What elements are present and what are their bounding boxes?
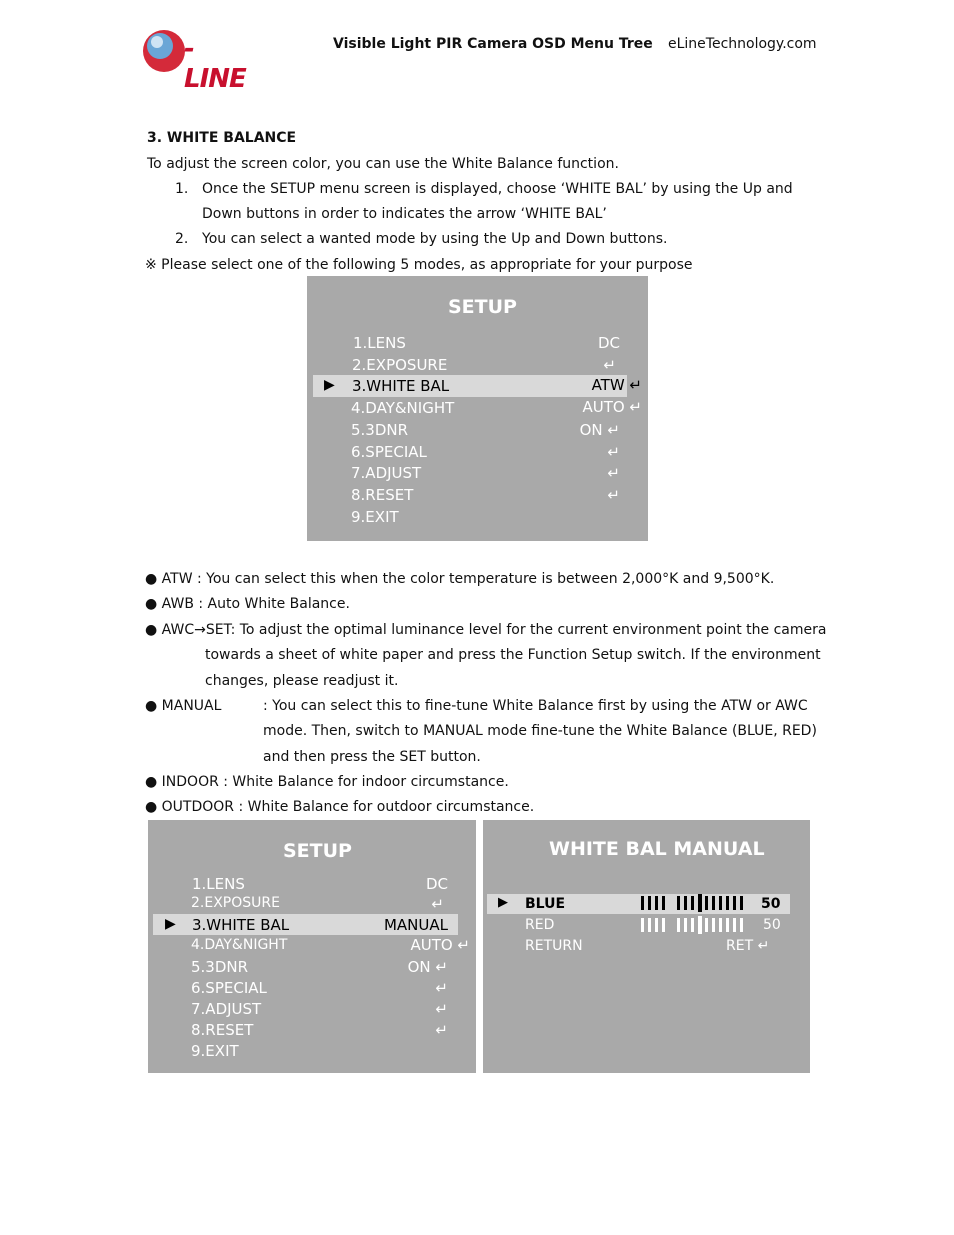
- menu-item-lens: 1.LENS: [353, 334, 406, 352]
- bullet-outdoor: ● OUTDOOR : White Balance for outdoor circumstance.: [145, 799, 535, 815]
- osd-title: SETUP: [448, 296, 517, 318]
- menu-item-adjust: 7.ADJUST: [191, 1000, 262, 1018]
- level-tick: [719, 918, 722, 932]
- menu-value-white-bal: MANUAL: [383, 916, 448, 934]
- pointer-icon: ▶: [498, 895, 508, 910]
- red-value: 50: [763, 917, 781, 933]
- step1-number: 1.: [175, 181, 189, 197]
- return-label: RETURN: [525, 938, 583, 954]
- osd-title: SETUP: [283, 840, 352, 862]
- level-tick: [733, 918, 736, 932]
- menu-value-adjust: ↵: [607, 464, 620, 482]
- website-text: eLineTechnology.com: [668, 36, 817, 52]
- bullet-awb: ● AWB : Auto White Balance.: [145, 596, 350, 612]
- menu-item-reset: 8.RESET: [191, 1021, 254, 1039]
- level-tick: [705, 918, 708, 932]
- red-label: RED: [525, 917, 555, 933]
- menu-item-3dnr: 5.3DNR: [191, 958, 249, 976]
- menu-value-exposure: ↵: [431, 895, 444, 913]
- bullet-awc-line3: changes, please readjust it.: [205, 673, 399, 689]
- level-tick: [641, 896, 644, 910]
- blue-value: 50: [761, 896, 781, 912]
- menu-value-reset: ↵: [607, 486, 620, 504]
- level-tick: [677, 896, 680, 910]
- blue-label: BLUE: [525, 896, 566, 912]
- menu-value-reset: ↵: [435, 1021, 448, 1039]
- osd-setup-menu-atw: [307, 276, 648, 541]
- menu-value-day-night: AUTO ↵: [582, 398, 642, 416]
- menu-item-white-bal: 3.WHITE BAL: [192, 916, 290, 934]
- level-tick: [691, 896, 694, 910]
- menu-value-exposure: ↵: [603, 356, 616, 374]
- menu-value-day-night: AUTO ↵: [410, 936, 470, 954]
- level-tick: [691, 918, 694, 932]
- level-tick: [712, 918, 715, 932]
- level-tick: [641, 918, 644, 932]
- menu-item-exit: 9.EXIT: [351, 508, 399, 526]
- bullet-manual-label: ● MANUAL: [145, 698, 222, 714]
- menu-item-3dnr: 5.3DNR: [351, 421, 409, 439]
- level-tick: [648, 918, 651, 932]
- osd-white-bal-manual-menu: [483, 820, 810, 1073]
- menu-item-day-night: 4.DAY&NIGHT: [191, 937, 288, 953]
- level-tick: [684, 918, 687, 932]
- level-tick: [712, 896, 715, 910]
- menu-item-exit: 9.EXIT: [191, 1042, 239, 1060]
- menu-item-reset: 8.RESET: [351, 486, 414, 504]
- level-marker: [698, 916, 702, 934]
- bullet-manual-line2: mode. Then, switch to MANUAL mode fine-tune the White Balance (BLUE, RED): [263, 723, 817, 739]
- menu-item-special: 6.SPECIAL: [351, 443, 427, 461]
- menu-item-white-bal: 3.WHITE BAL: [352, 377, 450, 395]
- osd-setup-menu-manual: [148, 820, 476, 1073]
- menu-value-white-bal: ATW ↵: [591, 376, 642, 394]
- osd-title: WHITE BAL MANUAL: [549, 838, 765, 860]
- level-tick: [733, 896, 736, 910]
- level-tick: [705, 896, 708, 910]
- bullet-atw: ● ATW : You can select this when the color temperature is between 2,000°K and 9,500°K.: [145, 571, 775, 587]
- level-tick: [740, 896, 743, 910]
- menu-item-exposure: 2.EXPOSURE: [191, 895, 280, 911]
- level-tick: [719, 896, 722, 910]
- bullet-indoor: ● INDOOR : White Balance for indoor circumstance.: [145, 774, 509, 790]
- blue-level-bar: [641, 896, 741, 910]
- level-tick: [648, 896, 651, 910]
- section-heading: 3. WHITE BALANCE: [147, 130, 297, 146]
- level-tick: [726, 918, 729, 932]
- menu-value-lens: DC: [597, 334, 620, 352]
- menu-value-special: ↵: [607, 443, 620, 461]
- level-tick: [677, 918, 680, 932]
- level-tick: [740, 918, 743, 932]
- menu-value-adjust: ↵: [435, 1000, 448, 1018]
- menu-item-day-night: 4.DAY&NIGHT: [351, 399, 455, 417]
- red-level-bar: [641, 918, 741, 932]
- step2-text: You can select a wanted mode by using the Up and Down buttons.: [202, 231, 668, 247]
- step1-line1: Once the SETUP menu screen is displayed, choose ‘WHITE BAL’ by using the Up and: [202, 181, 793, 197]
- document-title: Visible Light PIR Camera OSD Menu Tree: [333, 36, 653, 52]
- level-tick: [662, 918, 665, 932]
- menu-value-3dnr: ON ↵: [407, 958, 448, 976]
- menu-item-special: 6.SPECIAL: [191, 979, 267, 997]
- menu-item-exposure: 2.EXPOSURE: [352, 356, 448, 374]
- level-tick: [655, 918, 658, 932]
- level-tick: [662, 896, 665, 910]
- level-tick: [655, 896, 658, 910]
- bullet-manual-line1: : You can select this to fine-tune White Balance first by using the ATW or AWC: [263, 698, 808, 714]
- logo-globe-icon: [140, 26, 190, 76]
- menu-item-lens: 1.LENS: [192, 875, 245, 893]
- bullet-awc-line2: towards a sheet of white paper and press the Function Setup switch. If the environment: [205, 647, 821, 663]
- bullet-awc-line1: ● AWC→SET: To adjust the optimal luminance level for the current environment point the camera: [145, 622, 827, 638]
- level-tick: [726, 896, 729, 910]
- menu-value-lens: DC: [425, 875, 448, 893]
- level-tick: [684, 896, 687, 910]
- pointer-icon: ▶: [324, 377, 335, 393]
- menu-value-3dnr: ON ↵: [579, 421, 620, 439]
- intro-text: To adjust the screen color, you can use the White Balance function.: [147, 156, 619, 172]
- bullet-manual-line3: and then press the SET button.: [263, 749, 481, 765]
- note-text: ※ Please select one of the following 5 modes, as appropriate for your purpose: [145, 257, 693, 273]
- level-marker: [698, 894, 702, 912]
- step1-line2: Down buttons in order to indicates the arrow ‘WHITE BAL’: [202, 206, 607, 222]
- logo-text: -LINE: [184, 34, 246, 94]
- return-value: RET ↵: [726, 938, 770, 954]
- menu-value-special: ↵: [435, 979, 448, 997]
- pointer-icon: ▶: [165, 916, 176, 932]
- step2-number: 2.: [175, 231, 189, 247]
- eline-logo: [140, 26, 252, 94]
- menu-item-adjust: 7.ADJUST: [351, 464, 422, 482]
